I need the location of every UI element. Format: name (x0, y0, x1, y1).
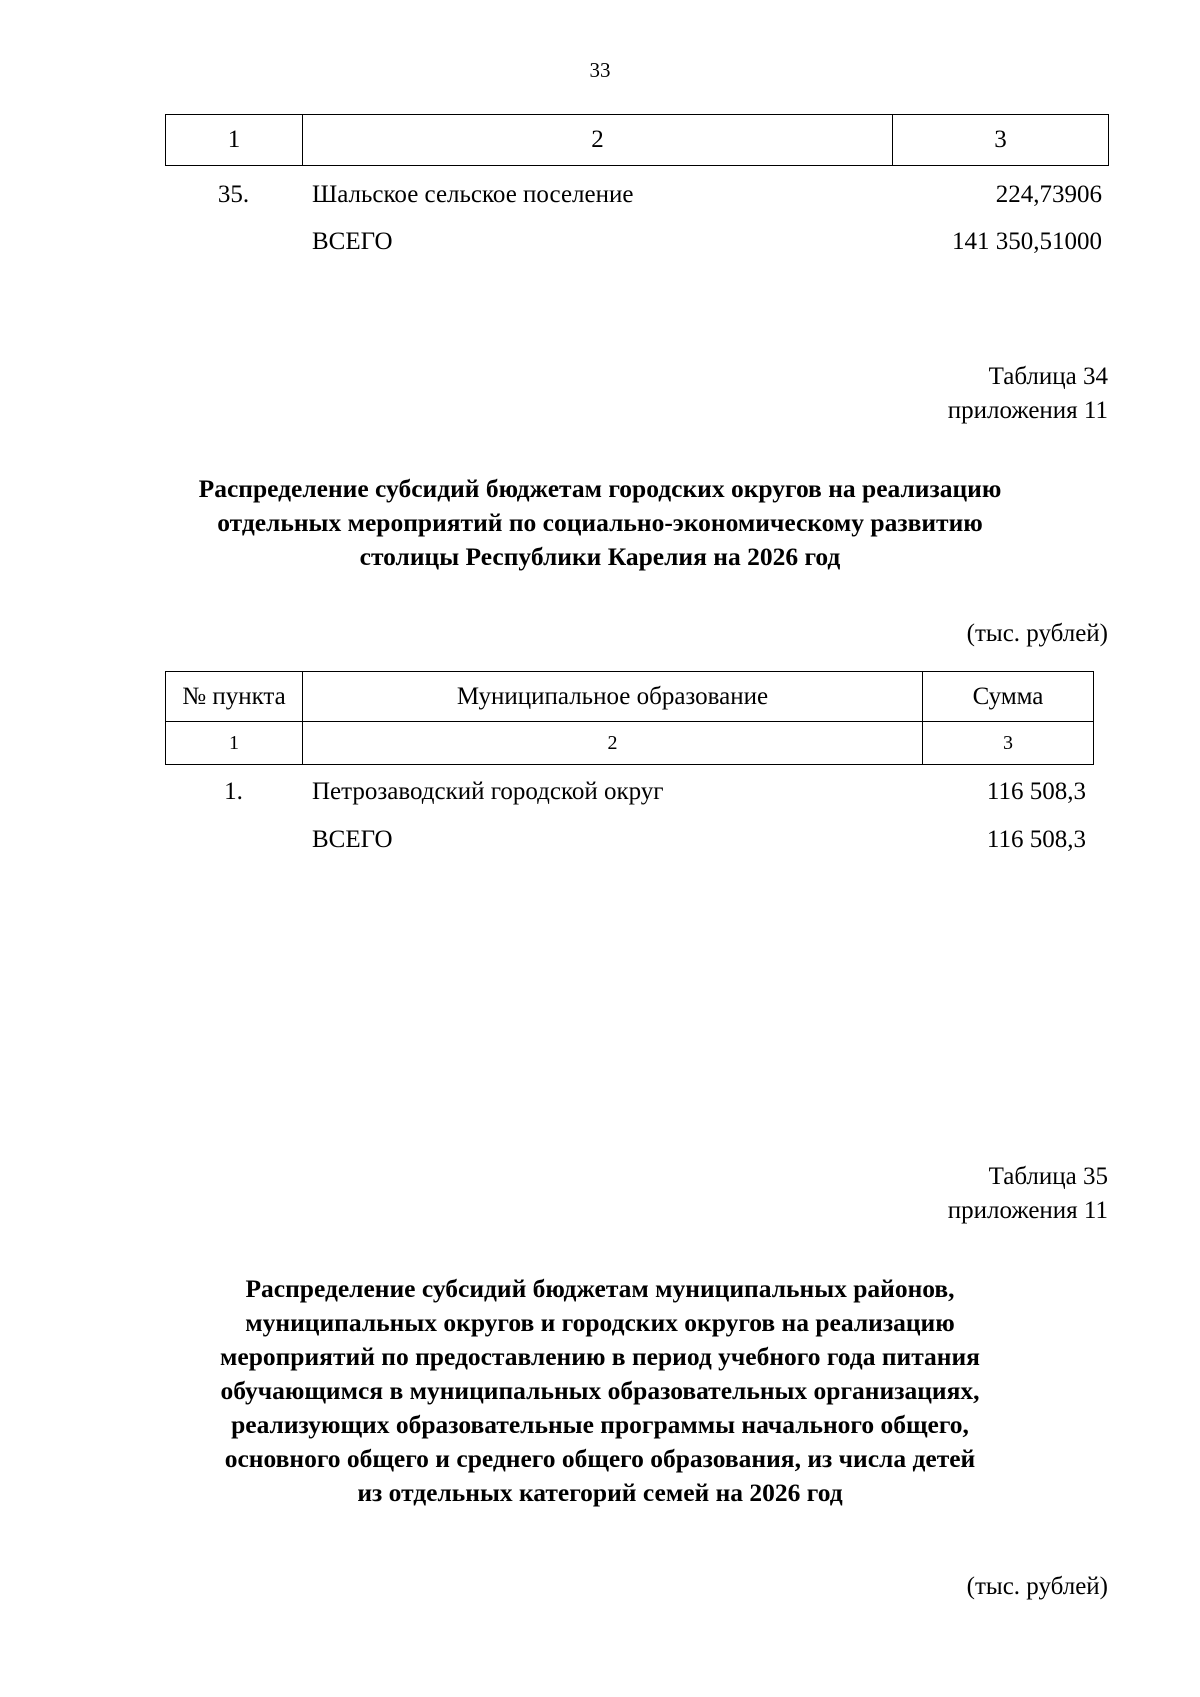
continued-table-header (165, 114, 1109, 166)
title-line: отдельных мероприятий по социально-экономическому развитию (217, 508, 983, 537)
column-number-3: 3 (994, 126, 1007, 153)
title-line: реализующих образовательные программы начального общего, (231, 1410, 969, 1439)
column-number-2: 2 (303, 722, 923, 764)
row-value: 224,73906 (995, 181, 1102, 208)
row-name: Шальское сельское поселение (312, 181, 634, 208)
column-numbers-row (166, 722, 1093, 764)
table34-header (165, 671, 1094, 765)
table35-caption-line1: Таблица 35 (988, 1163, 1108, 1190)
total-label: ВСЕГО (312, 826, 393, 853)
page-number: 33 (589, 58, 611, 82)
column-number-1: 1 (166, 115, 303, 165)
row-number: 35. (217, 181, 250, 208)
table34-caption (948, 360, 1108, 428)
table34-units: (тыс. рублей) (966, 620, 1108, 647)
table35-caption-line2: приложения 11 (947, 1197, 1108, 1224)
header-row (166, 672, 1093, 722)
title-line: столицы Республики Карелия на 2026 год (359, 542, 841, 571)
total-value: 116 508,3 (986, 826, 1086, 853)
table34-caption-line2: приложения 11 (947, 397, 1108, 424)
title-line: основного общего и среднего общего образования, из числа детей (224, 1444, 976, 1473)
title-line: Распределение субсидий бюджетам городских округов на реализацию (198, 474, 1002, 503)
row-number: 1. (224, 778, 243, 805)
header-item-number: № пункта (166, 672, 303, 721)
column-number-2: 2 (303, 115, 893, 165)
table35-units: (тыс. рублей) (966, 1573, 1108, 1600)
header-municipality: Муниципальное образование (303, 672, 923, 721)
title-line: Распределение субсидий бюджетам муниципальных районов, (245, 1274, 955, 1303)
table35-title (150, 1272, 1050, 1510)
table34-caption-line1: Таблица 34 (988, 363, 1108, 390)
row-value: 116 508,3 (986, 778, 1086, 805)
table35-caption (948, 1160, 1108, 1228)
title-line: из отдельных категорий семей на 2026 год (357, 1478, 843, 1507)
title-line: муниципальных округов и городских округов на реализацию (245, 1308, 955, 1337)
title-line: обучающимся в муниципальных образовательных организациях, (220, 1376, 980, 1405)
column-number-3: 3 (1003, 731, 1013, 754)
column-number-1: 1 (166, 722, 303, 764)
total-label: ВСЕГО (312, 228, 393, 255)
header-sum: Сумма (972, 682, 1044, 710)
row-name: Петрозаводский городской округ (312, 778, 664, 805)
table34-title (150, 472, 1050, 574)
total-value: 141 350,51000 (952, 228, 1102, 255)
title-line: мероприятий по предоставлению в период учебного года питания (220, 1342, 980, 1371)
